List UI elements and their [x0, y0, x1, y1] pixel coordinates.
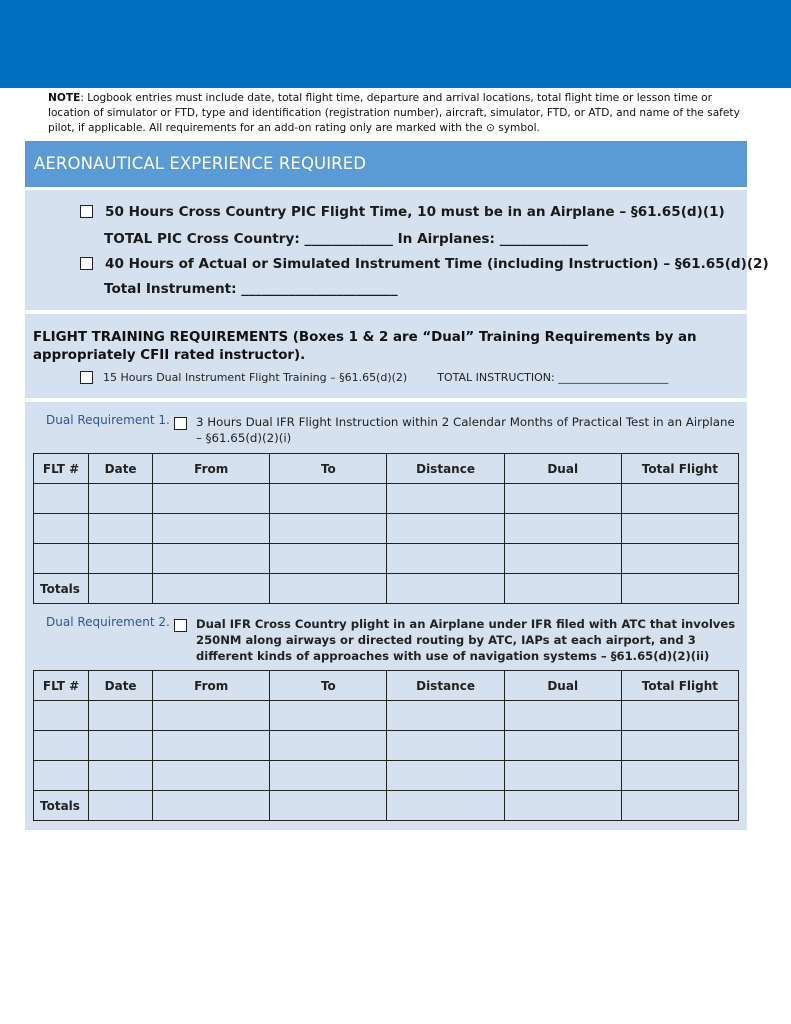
table-cell[interactable] — [621, 484, 738, 514]
dual-requirement-2-checkbox[interactable] — [174, 619, 187, 632]
section-title: AERONAUTICAL EXPERIENCE REQUIRED — [34, 154, 367, 173]
table-cell[interactable] — [34, 514, 89, 544]
table-cell[interactable] — [270, 791, 387, 821]
table-row — [34, 701, 739, 731]
table-cell[interactable] — [34, 544, 89, 574]
top-banner — [0, 0, 791, 88]
table-cell[interactable] — [270, 574, 387, 604]
dual-requirement-2-label: Dual Requirement 2. — [46, 615, 170, 629]
table-cell[interactable] — [89, 701, 153, 731]
col-distance-header: Distance — [387, 671, 504, 701]
table-cell[interactable] — [89, 791, 153, 821]
table-cell[interactable] — [621, 574, 738, 604]
instrument-time-checkbox[interactable] — [80, 257, 93, 270]
table-cell[interactable] — [504, 701, 621, 731]
table-cell[interactable] — [270, 514, 387, 544]
table-row — [34, 761, 739, 791]
totals-row — [34, 791, 739, 821]
table-cell[interactable] — [621, 731, 738, 761]
table-cell[interactable] — [270, 761, 387, 791]
table-cell[interactable] — [34, 484, 89, 514]
cross-country-label: 50 Hours Cross Country PIC Flight Time, 10 must be in an Airplane – §61.65(d)(1) — [105, 204, 725, 220]
dual-instrument-checkbox[interactable] — [80, 371, 93, 384]
instrument-time-requirement — [80, 256, 769, 272]
note-paragraph — [48, 91, 753, 136]
table-header-row — [34, 454, 739, 484]
table-cell[interactable] — [621, 701, 738, 731]
table-cell[interactable] — [153, 701, 270, 731]
table-cell[interactable] — [621, 761, 738, 791]
table-cell[interactable] — [34, 701, 89, 731]
table-cell[interactable] — [270, 701, 387, 731]
dual-requirement-1-label: Dual Requirement 1. — [46, 413, 170, 427]
col-flt-header: FLT # — [34, 671, 89, 701]
instrument-total-line: Total Instrument: _______________________ — [104, 281, 398, 297]
table-cell[interactable] — [387, 761, 504, 791]
table-header-row — [34, 671, 739, 701]
table-cell[interactable] — [270, 544, 387, 574]
table-cell[interactable] — [153, 544, 270, 574]
col-date-header: Date — [89, 671, 153, 701]
table-cell[interactable] — [34, 761, 89, 791]
table-cell[interactable] — [387, 791, 504, 821]
table-cell[interactable] — [504, 791, 621, 821]
dual-requirement-1-table — [33, 453, 739, 604]
total-instruction-field: TOTAL INSTRUCTION: ____________________ — [437, 371, 669, 384]
dual-requirement-2-text: Dual IFR Cross Country plight in an Airplane under IFR filed with ATC that involves 250NM along airways or directed routing by ATC, IAPs at each airport, and 3 different kinds of approaches with use of navigation systems – §61.65(d)(2)(ii) — [196, 617, 736, 663]
cross-country-requirement — [80, 204, 725, 220]
table-cell[interactable] — [89, 731, 153, 761]
table-cell[interactable] — [504, 544, 621, 574]
col-total-flight-header: Total Flight — [621, 671, 738, 701]
note-text: : Logbook entries must include date, total flight time, departure and arrival locations, total flight time or lesson time or location of simulator or FTD, type and identification (registration number), aircraft, simulator, FTD, or ATD, and name of the safety pilot, if applicable. All requirements for an add-on rating only are marked with the ⊙ symbol. — [48, 92, 740, 134]
table-cell[interactable] — [34, 731, 89, 761]
aeronautical-experience-header — [25, 141, 747, 187]
table-cell[interactable] — [504, 514, 621, 544]
table-cell[interactable] — [621, 544, 738, 574]
dual-requirement-1-text: 3 Hours Dual IFR Flight Instruction within 2 Calendar Months of Practical Test in an Airplane – §61.65(d)(2)(i) — [196, 415, 735, 445]
table-cell[interactable] — [270, 731, 387, 761]
table-cell[interactable] — [89, 514, 153, 544]
col-distance-header: Distance — [387, 454, 504, 484]
dual-requirement-2-table — [33, 670, 739, 821]
table-cell[interactable] — [504, 574, 621, 604]
table-cell[interactable] — [621, 514, 738, 544]
col-dual-header: Dual — [504, 671, 621, 701]
table-row — [34, 731, 739, 761]
table-cell[interactable] — [504, 484, 621, 514]
note-label: NOTE — [48, 92, 81, 104]
cross-country-total-line: TOTAL PIC Cross Country: _____________ In Airplanes: _____________ — [104, 231, 589, 247]
table-cell[interactable] — [153, 484, 270, 514]
cross-country-checkbox[interactable] — [80, 205, 93, 218]
table-cell[interactable] — [89, 544, 153, 574]
table-cell[interactable] — [89, 574, 153, 604]
table-cell[interactable] — [387, 731, 504, 761]
table-cell[interactable] — [504, 761, 621, 791]
table-cell[interactable] — [153, 514, 270, 544]
table-cell[interactable] — [387, 544, 504, 574]
totals-label: Totals — [34, 791, 89, 821]
table-cell[interactable] — [504, 731, 621, 761]
col-total-flight-header: Total Flight — [621, 454, 738, 484]
col-flt-header: FLT # — [34, 454, 89, 484]
col-date-header: Date — [89, 454, 153, 484]
table-row — [34, 484, 739, 514]
instrument-time-label: 40 Hours of Actual or Simulated Instrument Time (including Instruction) – §61.65(d)(2) — [105, 256, 769, 272]
table-row — [34, 544, 739, 574]
col-dual-header: Dual — [504, 454, 621, 484]
table-cell[interactable] — [387, 514, 504, 544]
flight-training-title: FLIGHT TRAINING REQUIREMENTS (Boxes 1 & 2 are “Dual” Training Requirements by an appropriately CFII rated instructor). — [33, 330, 697, 363]
table-cell[interactable] — [153, 791, 270, 821]
table-cell[interactable] — [270, 484, 387, 514]
col-to-header: To — [270, 454, 387, 484]
table-cell[interactable] — [387, 701, 504, 731]
table-cell[interactable] — [89, 761, 153, 791]
table-cell[interactable] — [153, 574, 270, 604]
table-row — [34, 514, 739, 544]
col-to-header: To — [270, 671, 387, 701]
table-cell[interactable] — [387, 574, 504, 604]
table-cell[interactable] — [153, 731, 270, 761]
totals-label: Totals — [34, 574, 89, 604]
totals-row — [34, 574, 739, 604]
table-cell[interactable] — [387, 484, 504, 514]
dual-instrument-training-line — [80, 371, 668, 385]
col-from-header: From — [153, 454, 270, 484]
table-cell[interactable] — [89, 484, 153, 514]
table-cell[interactable] — [153, 761, 270, 791]
table-cell[interactable] — [621, 791, 738, 821]
col-from-header: From — [153, 671, 270, 701]
dual-requirement-1-checkbox[interactable] — [174, 417, 187, 430]
dual-instrument-label: 15 Hours Dual Instrument Flight Training – §61.65(d)(2) — [103, 371, 408, 384]
